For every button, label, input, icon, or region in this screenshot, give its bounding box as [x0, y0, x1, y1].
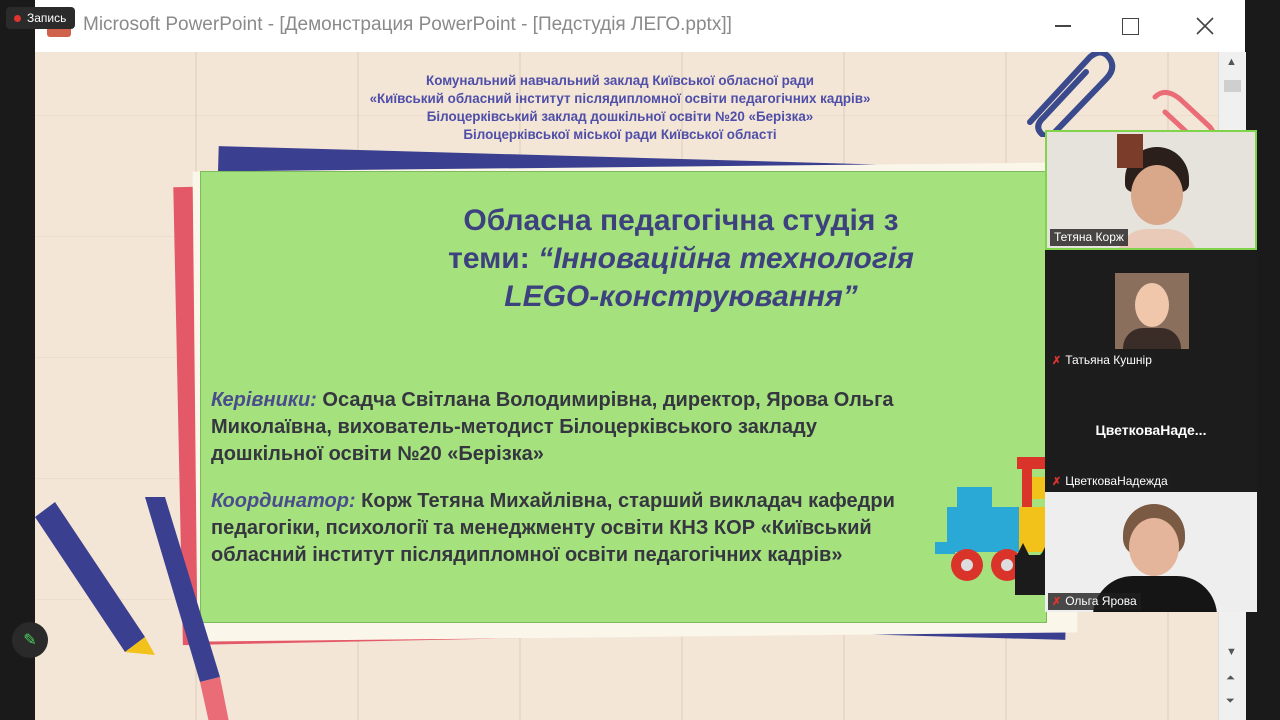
participant-display-name: ЦветковаНаде... — [1095, 422, 1207, 438]
participant-tile[interactable] — [1045, 492, 1257, 612]
recording-indicator[interactable] — [6, 7, 75, 29]
maximize-button[interactable] — [1112, 8, 1148, 44]
participant-name-text: ЦветковаНадежда — [1065, 474, 1168, 488]
slide-heading — [371, 202, 991, 316]
organization-header — [295, 72, 945, 144]
participants-panel — [1045, 130, 1257, 612]
muted-mic-icon: ✗ — [1052, 595, 1062, 608]
close-button[interactable] — [1187, 8, 1223, 44]
participant-name — [1048, 473, 1172, 490]
heading-line — [371, 240, 991, 278]
muted-mic-icon: ✗ — [1052, 475, 1062, 488]
heading-line: LEGO-конструювання” — [504, 280, 858, 313]
coordinator-paragraph — [211, 488, 911, 569]
participant-name-text: Тетяна Корж — [1054, 230, 1124, 244]
org-line: Білоцерківської міської ради Київської області — [463, 127, 777, 142]
paperclip-icon — [1020, 52, 1120, 137]
leaders-paragraph — [211, 387, 911, 468]
muted-mic-icon: ✗ — [1052, 354, 1062, 367]
scroll-up-icon[interactable]: ▲ — [1226, 56, 1237, 68]
recording-label: Запись — [27, 11, 67, 25]
participant-tile[interactable] — [1045, 251, 1257, 371]
org-line: «Київський обласний інститут післядипломної освіти педагогічних кадрів» — [369, 91, 871, 106]
participant-tile[interactable] — [1045, 372, 1257, 492]
participant-name-text: Татьяна Кушнір — [1065, 353, 1152, 367]
participant-name — [1048, 593, 1141, 610]
close-icon — [1196, 17, 1214, 35]
coordinator-label: Координатор: — [211, 490, 356, 512]
window-title: Microsoft PowerPoint - [Демонстрация PowerPoint - [Педстудія ЛЕГО.pptx]] — [83, 14, 732, 35]
org-line: Білоцерківський заклад дошкільної освіти №20 «Берізка» — [426, 109, 814, 124]
pencils-image — [35, 497, 265, 720]
pencil-icon: ✎ — [23, 632, 37, 649]
page-down-icon[interactable]: ⏷ — [1226, 695, 1235, 707]
heading-line: Обласна педагогічна студія з — [463, 204, 899, 237]
org-line: Комунальний навчальний заклад Київської обласної ради — [426, 73, 814, 88]
heading-italic: “Інноваційна технологія — [538, 242, 914, 275]
heading-prefix: теми: — [448, 242, 539, 275]
maximize-icon — [1122, 18, 1139, 35]
participant-name — [1048, 352, 1156, 369]
leaders-text: Осадча Світлана Володимирівна, директор, Ярова Ольга Миколаївна, вихователь-методист Білоцерківського закладу дошкільної освіти №20 «Берізка» — [211, 389, 894, 465]
minimize-button[interactable] — [1045, 8, 1081, 44]
avatar — [1115, 273, 1189, 349]
participant-name-text: Ольга Ярова — [1065, 594, 1137, 608]
slide-canvas — [35, 52, 1218, 720]
annotate-button[interactable] — [12, 622, 48, 658]
participant-name — [1050, 229, 1128, 246]
page-up-icon[interactable]: ⏶ — [1226, 672, 1235, 684]
participant-tile[interactable] — [1045, 130, 1257, 250]
title-bar — [35, 0, 1245, 52]
slide-body — [211, 387, 911, 589]
scroll-thumb[interactable] — [1224, 80, 1241, 92]
scroll-down-icon[interactable]: ▼ — [1226, 646, 1237, 658]
coordinator-text: Корж Тетяна Михайлівна, старший викладач кафедри педагогіки, психології та менеджменту освіти КНЗ КОР «Київський обласний інститут післядипломної освіти педагогічних кадрів» — [211, 490, 895, 566]
icon-picture — [1117, 134, 1143, 168]
leaders-label: Керівники: — [211, 389, 317, 411]
title-card — [200, 171, 1047, 623]
record-dot-icon — [14, 15, 21, 22]
minimize-icon — [1055, 25, 1071, 27]
